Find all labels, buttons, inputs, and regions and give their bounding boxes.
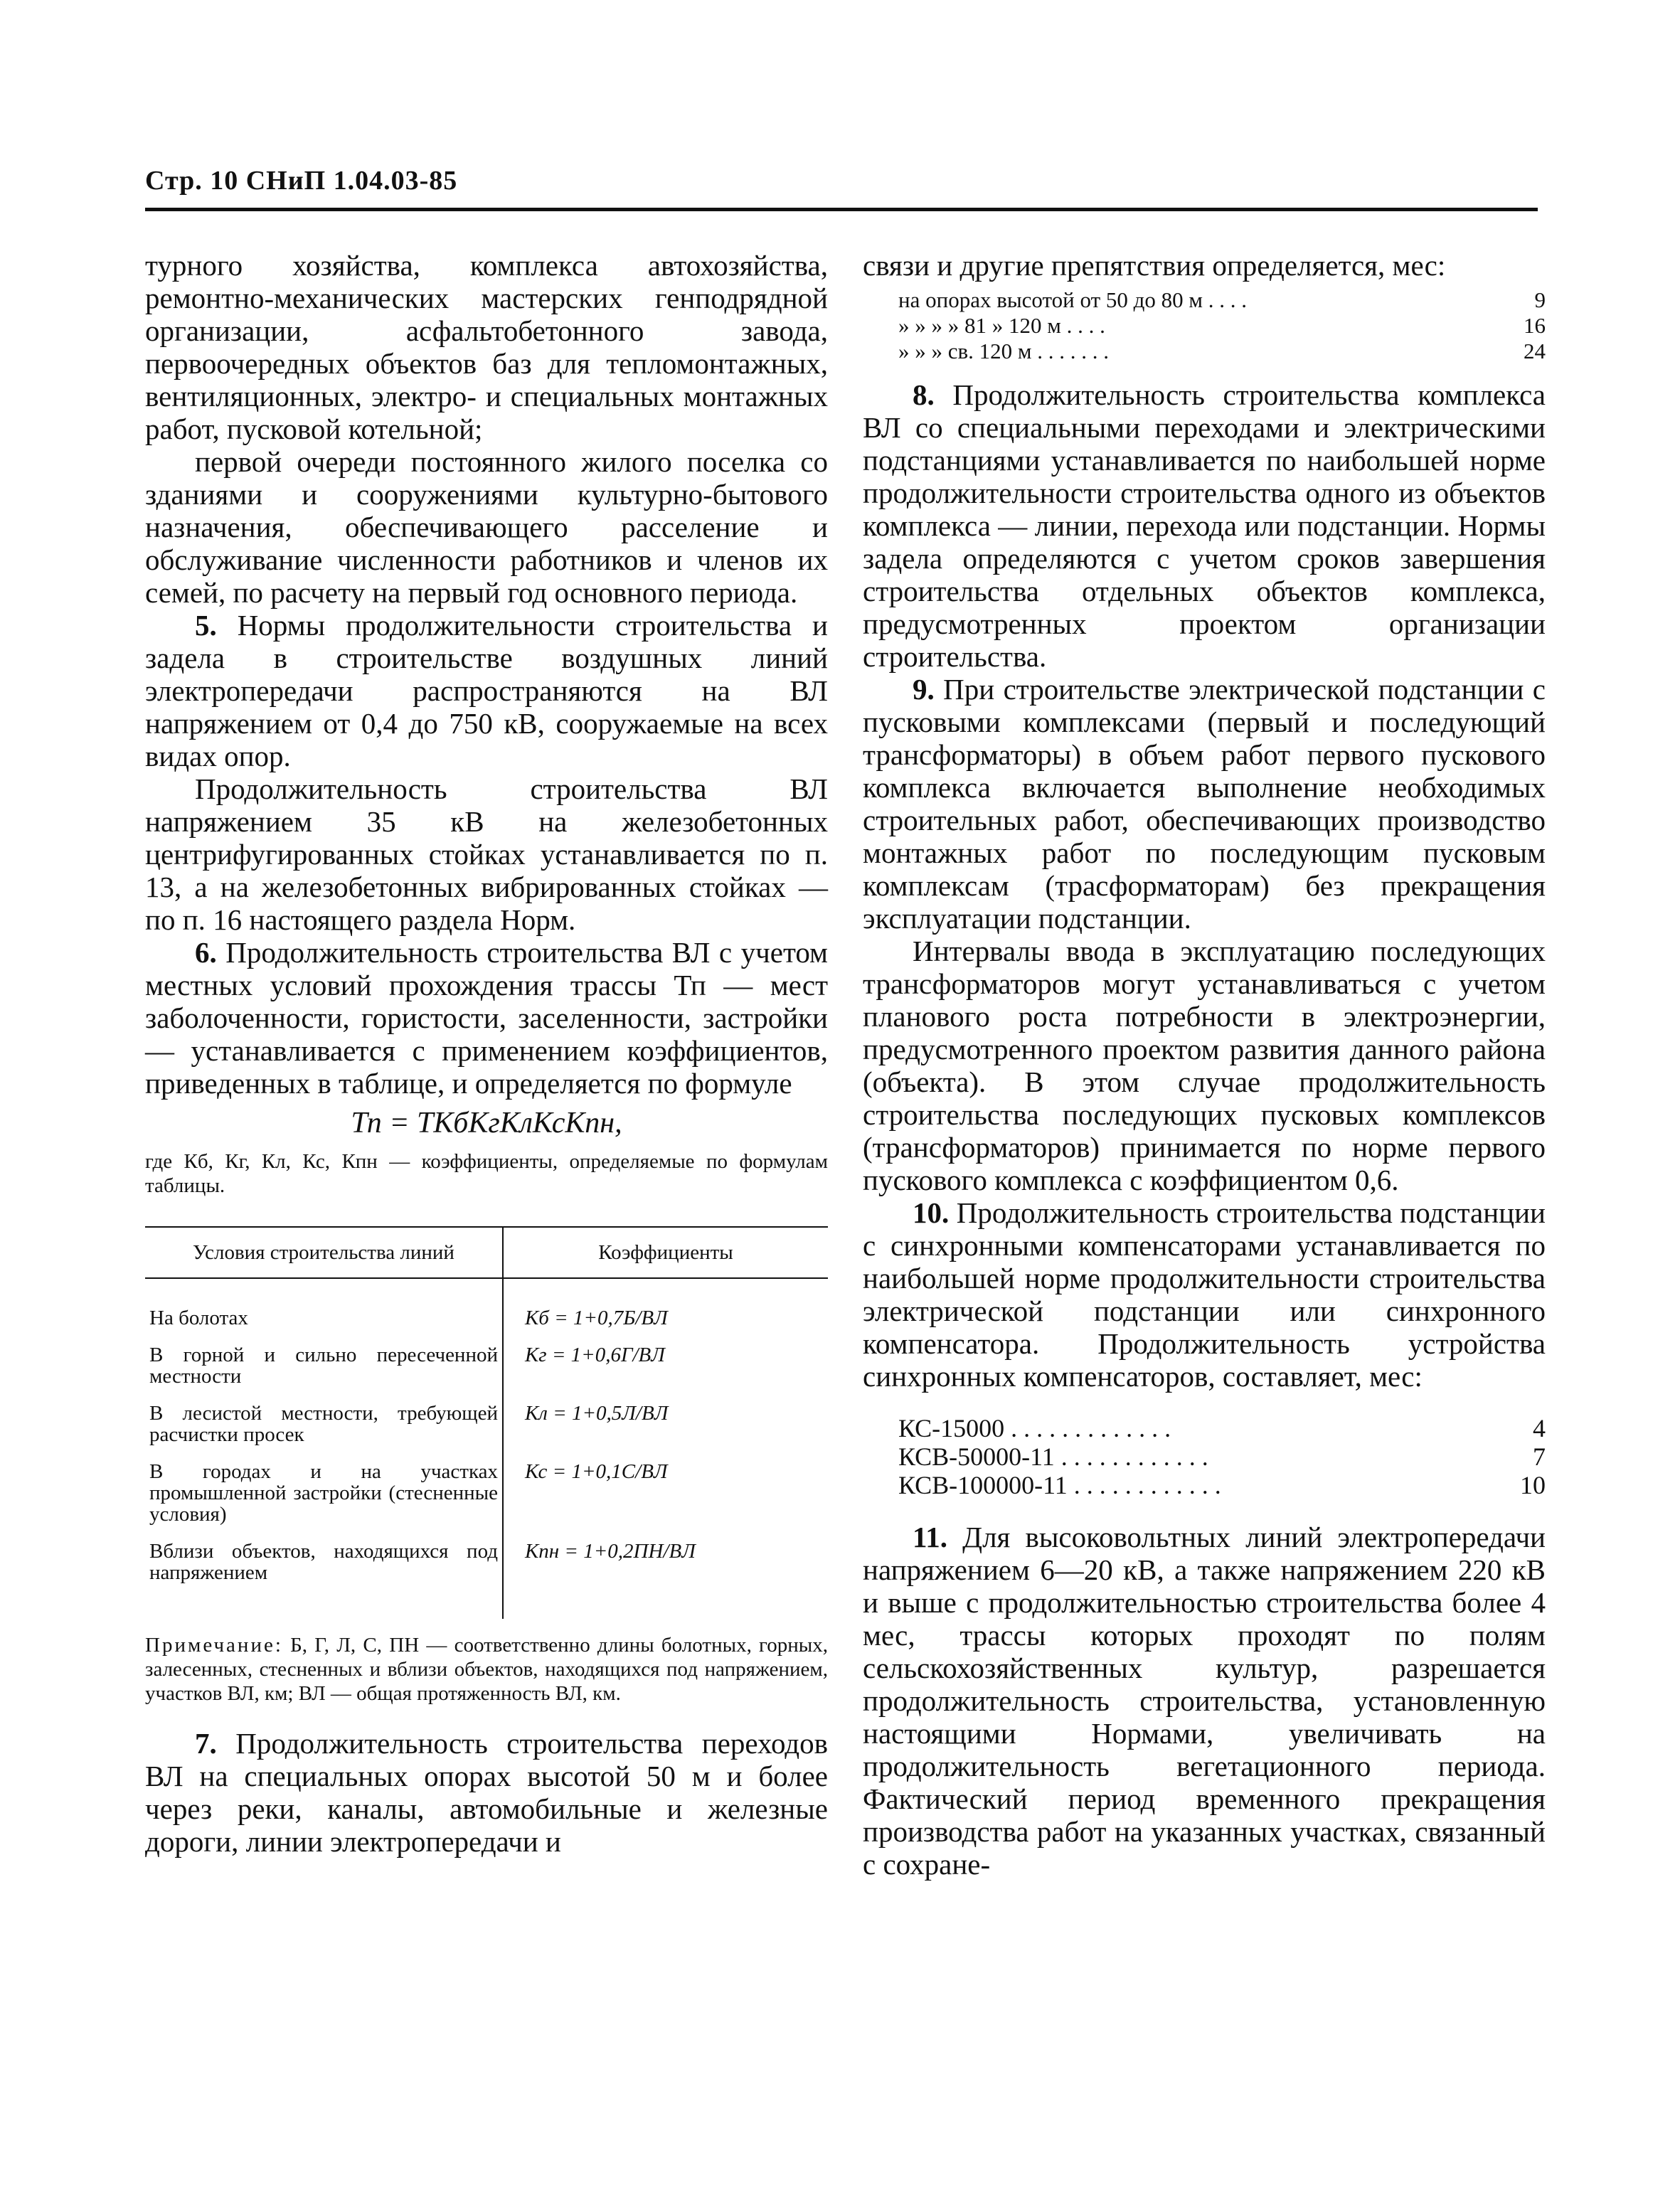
- height-list: [863, 287, 1546, 364]
- table-note: [145, 1633, 828, 1706]
- item-number: 10.: [913, 1196, 950, 1229]
- paragraph-text: Продолжительность строительства ВЛ с учетом местных условий прохождения трассы Тп — мест заболоченности, гористости, заселенности, застройки — устанавливается с применением коэффициентов, приведенных в таблице, и определяется по формуле: [145, 936, 828, 1100]
- list-item: [863, 1471, 1546, 1499]
- table-cell-condition: Вблизи объектов, находящихся под напряжением: [145, 1532, 503, 1619]
- table-cell-condition: В горной и сильно пересеченной местности: [145, 1336, 503, 1394]
- table-header-coefficients: Коэффициенты: [503, 1227, 828, 1278]
- list-item-value: 7: [1533, 1442, 1546, 1471]
- list-item-label: на опорах высотой от 50 до 80 м . . . .: [898, 287, 1248, 312]
- table-cell-condition: В городах и на участках промышленной застройки (стесненные условия): [145, 1452, 503, 1532]
- list-item-label: » » » » 81 » 120 м . . . .: [898, 313, 1105, 338]
- compensator-list: [863, 1414, 1546, 1499]
- paragraph: первой очереди постоянного жилого поселка со зданиями и сооружениями культурно-бытового назначения, обеспечивающего расселение и обслуживание численности работников и членов их семей, по расчету на первый год основного периода.: [145, 445, 828, 609]
- item-number: 5.: [195, 609, 217, 642]
- paragraph-11: [863, 1521, 1546, 1881]
- paragraph-text: Нормы продолжительности строительства и задела в строительстве воздушных линий электропередачи распространяются на ВЛ напряжением от 0,4 до 750 кВ, сооружаемые на всех видах опор.: [145, 609, 828, 772]
- table-cell-coefficient: Кс = 1+0,1С/ВЛ: [525, 1460, 668, 1483]
- list-item: [863, 1442, 1546, 1471]
- list-item-label: КСВ-50000-11 . . . . . . . . . . . .: [898, 1442, 1208, 1471]
- table-cell-coefficient: Кл = 1+0,5Л/ВЛ: [525, 1402, 669, 1425]
- table-row: [145, 1278, 828, 1336]
- list-item-value: 9: [1534, 287, 1546, 312]
- table-cell-coefficient: Кг = 1+0,6Г/ВЛ: [525, 1344, 665, 1366]
- paragraph-text: Продолжительность строительства переходов ВЛ на специальных опорах высотой 50 м и более через реки, каналы, автомобильные и железные дороги, линии электропередачи и: [145, 1727, 828, 1858]
- table-cell-condition: В лесистой местности, требующей расчистки просек: [145, 1394, 503, 1452]
- paragraph-text: Продолжительность строительства комплекса ВЛ со специальными переходами и электрическими подстанциями устанавливается по наибольшей норме продолжительности строительства одного из объектов комплекса — линии, перехода или подстанции. Нормы задела определяются с учетом сроков завершения строительства отдельных объектов комплекса, предусмотренных проектом организации строительства.: [863, 378, 1546, 673]
- table-header-conditions: Условия строительства линий: [145, 1227, 503, 1278]
- paragraph-text: При строительстве электрической подстанции с пусковыми комплексами (первый и последующий трансформаторы) в объем работ первого пускового комплекса включается выполнение необходимых строительных работ, обеспечивающих производство монтажных работ по последующим пусковым комплексам (трасформаторам) без прекращения эксплуатации подстанции.: [863, 673, 1546, 935]
- paragraph-10: [863, 1196, 1546, 1393]
- table-row: [145, 1394, 828, 1452]
- paragraph-8: [863, 378, 1546, 673]
- list-item-label: КС-15000 . . . . . . . . . . . . .: [898, 1414, 1171, 1442]
- paragraph-text: Продолжительность строительства подстанции с синхронными компенсаторами устанавливается по наибольшей норме продолжительности строительства электрической подстанции или синхронного компенсатора. Продолжительность устройства синхронных компенсаторов, составляет, мес:: [863, 1196, 1546, 1393]
- list-item-label: » » » св. 120 м . . . . . . .: [898, 339, 1110, 363]
- paragraph-7: [145, 1727, 828, 1858]
- paragraph-5: [145, 609, 828, 772]
- list-item-value: 4: [1533, 1414, 1546, 1442]
- formula: Тп = ТКбКгКлКсКпн,: [351, 1107, 622, 1139]
- list-item: [863, 339, 1546, 364]
- item-number: 9.: [913, 673, 935, 706]
- note-label: Примечание:: [145, 1634, 283, 1657]
- header-rule: [145, 208, 1538, 211]
- table-row: [145, 1532, 828, 1619]
- table-note-text: [145, 1633, 828, 1706]
- left-column: [145, 249, 828, 1858]
- paragraph: турного хозяйства, комплекса автохозяйства, ремонтно-механических мастерских генподрядной организации, асфальтобетонного завода, первоочередных объектов баз для тепломонтажных, вентиляционных, электро- и специальных монтажных работ, пусковой котельной;: [145, 249, 828, 445]
- item-number: 6.: [195, 936, 217, 969]
- list-item-value: 16: [1524, 313, 1546, 338]
- paragraph-text: Для высоковольтных линий электропередачи напряжением 6—20 кВ, а также напряжением 220 кВ и выше с продолжительностью строительства более 4 мес, трассы которых проходят по полям сельскохозяйственных культур, разрешается продолжительность строительства, установленную настоящими Нормами, увеличивать на продолжительность вегетационного периода. Фактический период временного прекращения производства работ на указанных участках, связанный с сохране-: [863, 1521, 1546, 1881]
- paragraph-6: [145, 936, 828, 1100]
- list-item: [863, 1414, 1546, 1442]
- item-number: 8.: [913, 378, 935, 411]
- list-item: [863, 313, 1546, 339]
- list-item-value: 24: [1524, 339, 1546, 363]
- paragraph: Интервалы ввода в эксплуатацию последующих трансформаторов могут устанавливаться с учетом планового роста потребности в электроэнергии, предусмотренного проектом развития данного района (объекта). В этом случае продолжительность строительства последующих пусковых комплексов (трансформаторов) принимается по норме первого пускового комплекса с коэффициентом 0,6.: [863, 935, 1546, 1196]
- paragraph-9: [863, 673, 1546, 935]
- table-cell-condition: На болотах: [145, 1278, 503, 1336]
- note-body: Б, Г, Л, С, ПН — соответственно длины болотных, горных, залесенных, стесненных и вблизи объектов, находящихся под напряжением, участков ВЛ, км; ВЛ — общая протяженность ВЛ, км.: [145, 1634, 828, 1705]
- coefficient-table: [145, 1226, 828, 1619]
- table-row: [145, 1336, 828, 1394]
- table-row: [145, 1452, 828, 1532]
- item-number: 7.: [195, 1727, 217, 1760]
- paragraph: Продолжительность строительства ВЛ напряжением 35 кВ на железобетонных центрифугированных стойках устанавливается по п. 13, а на железобетонных вибрированных стойках — по п. 16 настоящего раздела Норм.: [145, 772, 828, 936]
- item-number: 11.: [913, 1521, 947, 1553]
- running-header: Стр. 10 СНиП 1.04.03-85: [145, 166, 458, 196]
- table-cell-coefficient: Кпн = 1+0,2ПН/ВЛ: [525, 1540, 696, 1563]
- formula-note-text: где Кб, Кг, Кл, Кс, Кпн — коэффициенты, определяемые по формулам таблицы.: [145, 1150, 828, 1197]
- list-item-value: 10: [1520, 1471, 1546, 1499]
- paragraph: связи и другие препятствия определяется, мес:: [863, 249, 1446, 282]
- table-cell-coefficient: Кб = 1+0,7Б/ВЛ: [525, 1307, 668, 1329]
- right-column: [863, 249, 1546, 1881]
- formula-note: [145, 1149, 828, 1198]
- list-item: [863, 287, 1546, 313]
- list-item-label: КСВ-100000-11 . . . . . . . . . . . .: [898, 1471, 1221, 1499]
